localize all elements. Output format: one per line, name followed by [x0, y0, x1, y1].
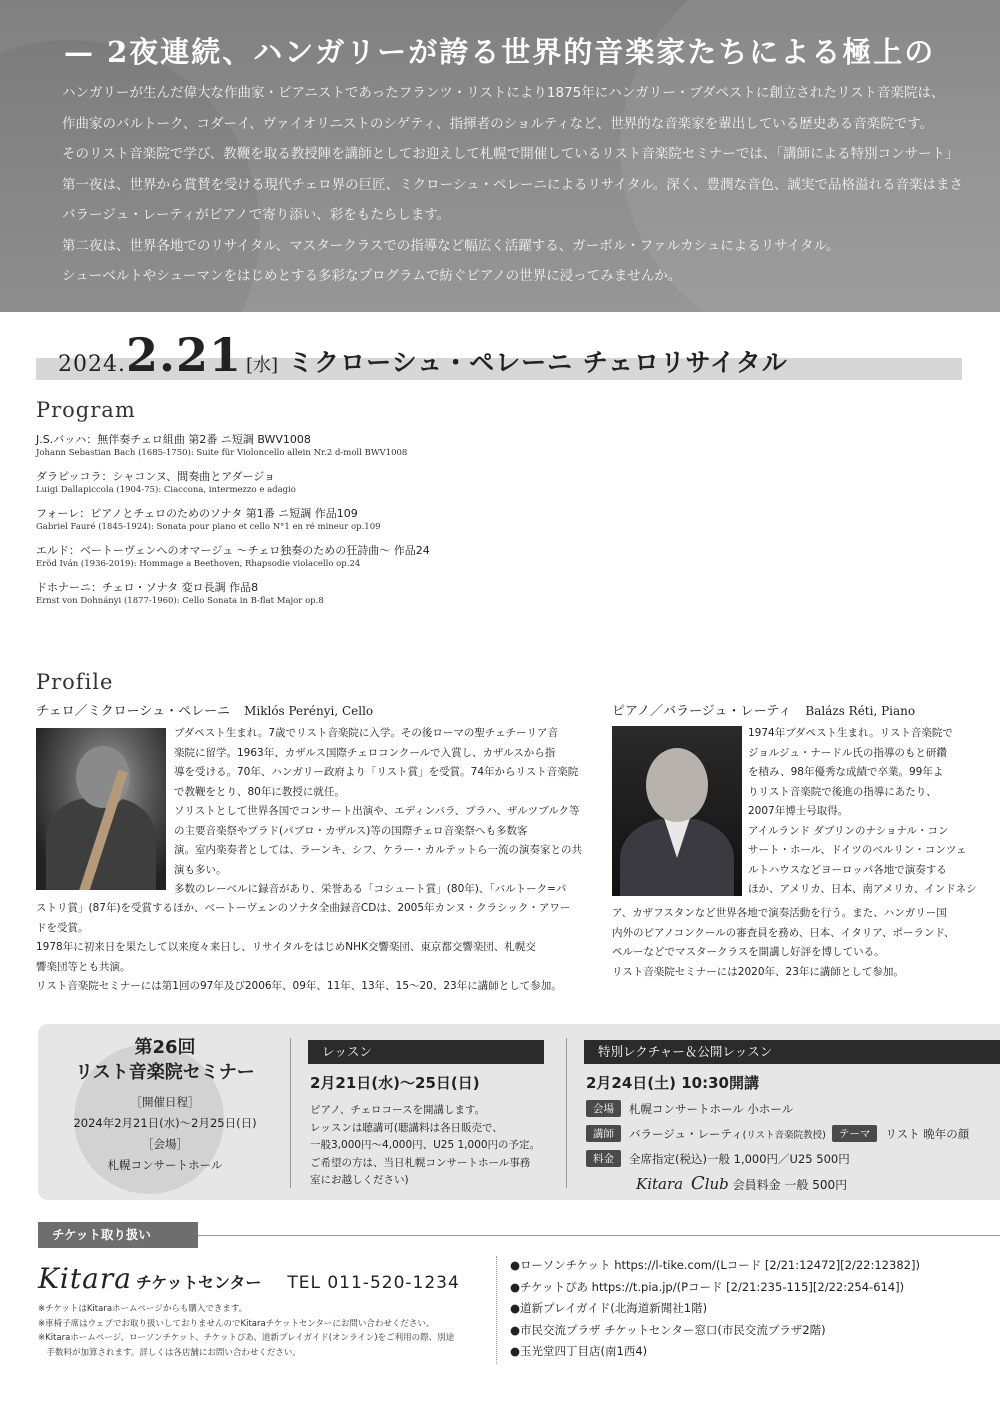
bio-line: を積み、98年優秀な成績で卒業。99年よ	[748, 766, 944, 778]
concert-title: ミクローシュ・ペレーニ チェロリサイタル	[288, 348, 788, 377]
outlet-item: ●チケットぴあ https://t.pia.jp/(Pコード [2/21:235-115][2/22:254-614])	[510, 1279, 905, 1294]
program-item-ja: ダラピッコラ：シャコンヌ、間奏曲とアダージョ	[36, 470, 276, 483]
cellist-bio-full	[36, 899, 570, 997]
bio-line: 響楽団等とも共演。	[36, 960, 131, 973]
bio-line: 1974年ブダペスト生まれ。リスト音楽院で	[748, 727, 953, 739]
bio-line: 演も多い。	[174, 863, 227, 876]
program-list	[36, 432, 636, 617]
seminar-info	[60, 1036, 270, 1176]
seminar-venue: 札幌コンサートホール	[107, 1158, 223, 1172]
bio-line: ペルーなどでマスタークラスを開講し好評を博している。	[612, 946, 885, 958]
program-item-ja: エルド：ベートーヴェンへのオマージュ 〜チェロ独奏のための狂詩曲〜 作品24	[36, 544, 430, 557]
cellist-photo	[36, 728, 166, 890]
pianist-bio-beside	[748, 724, 977, 900]
cellist-role-name: チェロ／ミクローシュ・ペレーニ	[36, 704, 231, 719]
bio-line: ストリ賞」(87年)を受賞するほか、ベートーヴェンのソナタ全曲録音CDは、2005年カンヌ・クラシック・アワー	[36, 902, 571, 914]
bio-line: の主要音楽祭やプラド(パブロ・カザルス)等の国際チェロ音楽祭へも多数客	[174, 824, 528, 837]
ticket-notes	[38, 1302, 454, 1360]
lesson-line: ピアノ、チェロコースを開講します。	[310, 1104, 486, 1116]
bio-line: 内外のピアノコンクールの審査員を務め、日本、イタリア、ポーランド、	[612, 926, 955, 939]
special-lecturer-note: (リスト音楽院教授)	[742, 1129, 826, 1141]
seminar-schedule: 2024年2月21日(水)〜2月25日(日)	[73, 1116, 257, 1130]
bio-line: 演。室内楽奏者としては、ラーンキ、シフ、ケラー・カルテットら一流の演奏家との共	[174, 844, 583, 856]
bio-line: ほか、アメリカ、日本、南アメリカ、インドネシ	[748, 883, 977, 895]
bio-line: ルトハウスなどヨーロッパ各地で演奏する	[748, 863, 947, 876]
program-item	[36, 506, 636, 534]
note-line: 手数料が加算されます。詳しくは各店舗にお問い合わせください。	[38, 1347, 301, 1358]
bio-line: ブダペスト生まれ。7歳でリスト音楽院に入学。その後ローマの聖チェチーリア音	[174, 727, 559, 739]
fee-tag: 料金	[586, 1150, 621, 1167]
bio-line: で教鞭をとり、80年に教授に就任。	[174, 785, 345, 798]
theme-tag: テーマ	[832, 1125, 878, 1142]
seminar-title: リスト音楽院セミナー	[75, 1062, 255, 1083]
lesson-line: 室にお越しください)	[310, 1174, 409, 1186]
ticket-tel: TEL 011-520-1234	[287, 1273, 460, 1293]
kitara-club-fee	[636, 1173, 847, 1194]
pianist-heading	[612, 700, 915, 719]
program-item-en: Gabriel Fauré (1845-1924): Sonata pour piano et cello N°1 en ré mineur op.109	[36, 522, 381, 532]
program-item	[36, 580, 636, 608]
special-fee: 全席指定(税込)一般 1,000円／U25 500円	[629, 1151, 850, 1166]
kitara-club-lub: lub	[704, 1175, 729, 1193]
venue-tag: 会場	[586, 1100, 621, 1117]
program-title: Program	[36, 398, 136, 422]
bio-line: アイルランド ダブリンのナショナル・コン	[748, 824, 949, 837]
intro-line: シューベルトやシューマンをはじめとする多彩なプログラムで紡ぐピアノの世界に浸ってみませんか。	[62, 268, 682, 284]
kitara-logo: Kitara	[38, 1262, 132, 1295]
ticket-center-label: チケットセンター	[135, 1273, 262, 1292]
program-item-en: Johann Sebastian Bach (1685-1750): Suite für Violoncello allein Nr.2 d-moll BWV1008	[36, 448, 408, 458]
bio-line: 多数のレーベルに録音があり、栄誉ある「コシュート賞」(80年)、「バルトーク=パ	[174, 883, 567, 895]
intro-line: そのリスト音楽院で学び、教鞭を取る教授陣を講師としてお迎えして札幌で開催しているリスト音楽院セミナーでは、「講師による特別コンサート」	[62, 146, 959, 162]
seminar-venue-label: ［会場］	[142, 1137, 188, 1151]
special-fee-row	[586, 1150, 850, 1167]
ticket-tag: チケット取り扱い	[38, 1222, 198, 1248]
divider	[496, 1256, 497, 1364]
note-line: ※チケットはKitaraホームページからも購入できます。	[38, 1304, 248, 1314]
bio-line: リスト音楽院セミナーには2020年、23年に講師として参加。	[612, 965, 904, 978]
intro-band	[0, 0, 1000, 312]
lesson-line: ご希望の方は、当日札幌コンサートホール事務	[310, 1156, 531, 1169]
special-lecturer-row	[586, 1125, 969, 1142]
pianist-role-name: ピアノ／バラージュ・レーティ	[612, 704, 792, 719]
profile-title: Profile	[36, 670, 114, 694]
lesson-text	[310, 1102, 540, 1190]
program-item-en: Ernst von Dohnányi (1877-1960): Cello Sonata in B-flat Major op.8	[36, 596, 324, 606]
intro-line: 作曲家のバルトーク、コダーイ、ヴァイオリニストのシゲティ、指揮者のショルティなど、世界的な音楽家を輩出している歴史ある音楽院です。	[62, 115, 934, 132]
lesson-tag: レッスン	[308, 1040, 544, 1064]
bio-line: 楽院に留学。1963年、カザルス国際チェロコンクールで入賞し、カザルスから指	[174, 746, 556, 759]
program-item-ja: フォーレ：ピアノとチェロのためのソナタ 第1番 ニ短調 作品109	[36, 507, 358, 520]
headline: — 2夜連続、ハンガリーが誇る世界的音楽家たちによる極上の	[64, 35, 936, 69]
kitara-club-price: 会員料金 一般 500円	[728, 1178, 848, 1192]
kitara-club-c: C	[690, 1173, 705, 1194]
concert-year: 2024.	[58, 352, 126, 377]
lecturer-tag: 講師	[586, 1125, 621, 1142]
outlet-item: ●ローソンチケット https://l-tike.com/(Lコード [2/21:12472][2/22:12382])	[510, 1258, 920, 1272]
kitara-club-brand: Kitara	[636, 1175, 684, 1193]
pianist-bio-full	[612, 904, 955, 982]
concert-date: 2.21	[125, 328, 243, 382]
intro-line: ハンガリーが生んだ偉大な作曲家・ピアニストであったフランツ・リストにより1875年にハンガリー・ブダペストに創立されたリスト音楽院は、	[62, 85, 945, 101]
pianist-photo	[612, 726, 742, 896]
seminar-schedule-label: ［開催日程］	[130, 1095, 200, 1109]
concert-title-row	[58, 328, 788, 382]
divider	[290, 1038, 291, 1188]
program-item-en: Luigi Dallapiccola (1904-75): Ciaccona, intermezzo e adagio	[36, 485, 296, 495]
program-item-en: Eröd Iván (1936-2019): Hommage a Beethoven, Rhapsodie violacello op.24	[36, 559, 361, 569]
bio-line: ア、カザフスタンなど世界各地で演奏活動を行う。また、ハンガリー国	[612, 907, 947, 919]
program-item-ja: ドホナーニ：チェロ・ソナタ 変ロ長調 作品8	[36, 581, 259, 594]
bio-line: サート・ホール、ドイツのベルリン・コンツェ	[748, 844, 967, 856]
divider	[566, 1038, 567, 1188]
intro-text	[62, 78, 1000, 292]
bio-line: 導を受ける。70年、ハンガリー政府より「リスト賞」を受賞。74年からリスト音楽院	[174, 766, 579, 778]
bio-line: 1978年に初来日を果たして以来度々来日し、リサイタルをはじめNHK交響楽団、東京都交響楽団、札幌交	[36, 941, 536, 953]
program-item	[36, 469, 636, 497]
cellist-heading	[36, 700, 373, 719]
lesson-line: レッスンは聴講可(聴講料は各日販売で、	[310, 1121, 503, 1134]
concert-weekday: [水]	[246, 355, 279, 376]
outlet-item: ●玉光堂四丁目店(南1西4)	[510, 1344, 648, 1358]
program-item-ja: J.S.バッハ：無伴奏チェロ組曲 第2番 ニ短調 BWV1008	[36, 433, 311, 446]
seminar-number: 第26回	[134, 1037, 196, 1058]
special-venue-row	[586, 1100, 793, 1117]
cellist-en-name: Miklós Perényi, Cello	[244, 704, 374, 718]
lesson-date: 2月21日(水)〜25日(日)	[310, 1074, 480, 1092]
outlet-item: ●道新プレイガイド(北海道新聞社1階)	[510, 1301, 708, 1315]
bio-line: ソリストとして世界各国でコンサート出演や、エディンバラ、プラハ、ザルツブルク等	[174, 805, 580, 817]
bio-line: ドを受賞。	[36, 921, 89, 934]
special-date: 2月24日(土) 10:30開講	[586, 1074, 759, 1092]
lesson-line: 一般3,000円〜4,000円、U25 1,000円の予定。	[310, 1139, 541, 1151]
program-item	[36, 432, 636, 460]
note-line: ※Kitaraホームページ、ローソンチケット、チケットぴあ、道新プレイガイド(オンライン)をご利用の際、別途	[38, 1333, 455, 1343]
special-lecture-tag: 特別レクチャー＆公開レッスン	[584, 1040, 1000, 1064]
kitara-ticket-center	[38, 1262, 460, 1295]
intro-line: 第一夜は、世界から賞賛を受ける現代チェロ界の巨匠、ミクローシュ・ペレーニによるリサイタル。深く、豊潤な音色、誠実で品格溢れる音楽はまさ	[62, 176, 963, 193]
cellist-bio-beside	[174, 724, 582, 900]
special-theme: リスト 晩年の顔	[885, 1126, 970, 1141]
ticket-outlets	[510, 1255, 920, 1363]
bio-line: りリスト音楽院で後進の指導にあたり、	[748, 785, 937, 798]
intro-line: 第二夜は、世界各地でのリサイタル、マスタークラスでの指導など幅広く活躍する、ガーボル・ファルカシュによるリサイタル。	[62, 237, 840, 254]
note-line: ※車椅子席はウェブでお取り扱いしておりませんのでKitaraチケットセンターにお問い合わせください。	[38, 1318, 435, 1329]
outlet-item: ●市民交流プラザ チケットセンター窓口(市民交流プラザ2階)	[510, 1322, 826, 1337]
intro-line: バラージュ・レーティがピアノで寄り添い、彩をもたらします。	[62, 207, 451, 223]
photo-head	[646, 748, 708, 822]
ticket-rule	[198, 1235, 1000, 1236]
concert-heading	[36, 328, 962, 384]
bio-line: ジョルジュ・ナードル氏の指導のもと研鑽	[748, 746, 947, 759]
special-venue: 札幌コンサートホール 小ホール	[629, 1101, 794, 1116]
bio-line: リスト音楽院セミナーには第1回の97年及び2006年、09年、11年、13年、15〜20、23年に講師として参加。	[36, 980, 562, 992]
pianist-en-name: Balázs Réti, Piano	[805, 704, 916, 718]
special-lecturer: バラージュ・レーティ	[629, 1126, 743, 1141]
program-item	[36, 543, 636, 571]
bio-line: 2007年博士号取得。	[748, 805, 849, 817]
